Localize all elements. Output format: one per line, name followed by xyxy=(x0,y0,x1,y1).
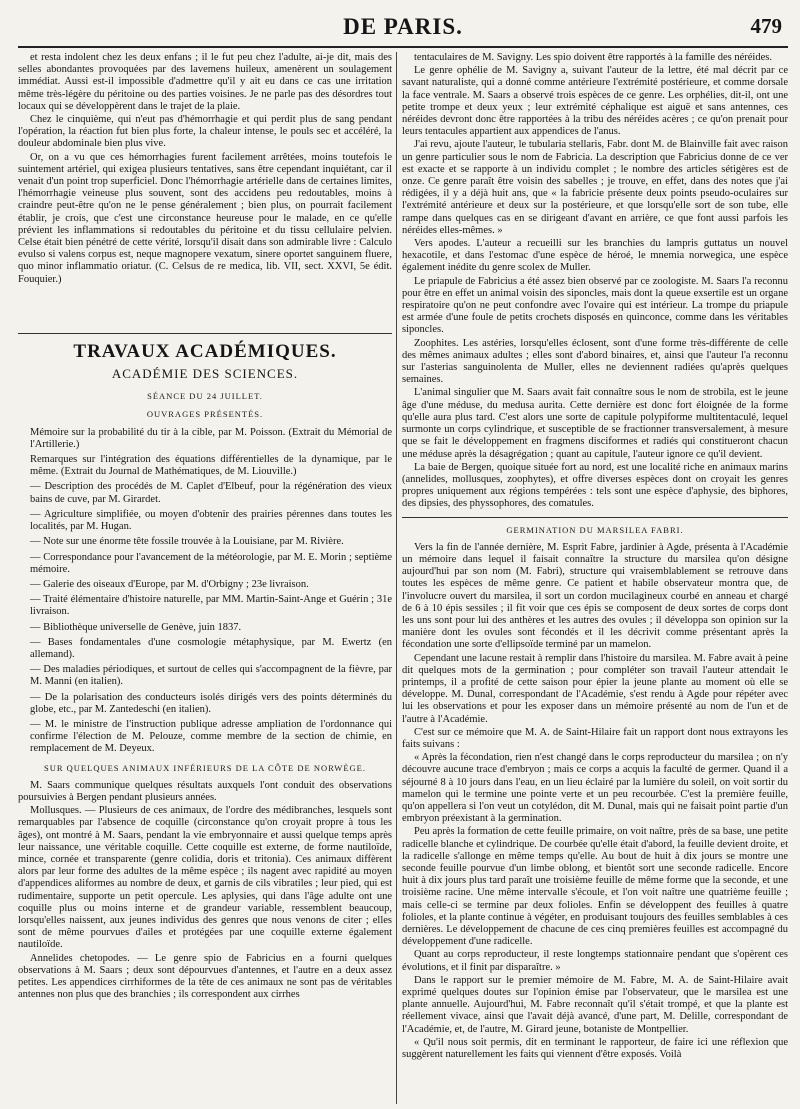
article-paragraph: J'ai revu, ajoute l'auteur, le tubularia stellaris, Fabr. dont M. de Blainville fait avec raison un genre particulier sous le nom de Fabricia. La description que Fabricius donne de ce ver est exacte et se rapporte à un individu complet ; le nombre des articles sétigères est de onze. Ce genre paraît être voisin des sabelles ; je trouve, en effet, dans des notes que j'ai rédigées, il y a déjà huit ans, que « la fabricie présente deux points pseudo-oculaires sur l'extrémité antérieure et deux sur la postérieure, et que lorsqu'elle sort de son tube, elle rampe dans quelques cas en se dirigeant d'avant en arrière, ce que font aussi parfois les néréides elles-mêmes. » xyxy=(402,139,788,236)
article-paragraph: La baie de Bergen, quoique située fort au nord, est une localité riche en animaux marins (annelides, mollusques, zoophytes), et offre diverses espèces dont on croyait les genres propres uniquement aux régions tempérées : tels sont une espèce d'aphysie, des biphores, des dipsies, des physsophores, des comatules. xyxy=(402,461,788,510)
academy-title: ACADÉMIE DES SCIENCES. xyxy=(111,366,299,382)
list-item: — De la polarisation des conducteurs isolés dirigés vers des points déterminés du globe, etc., par M. Zantedeschi (en italien). xyxy=(30,691,392,715)
article-paragraph: tentaculaires de M. Savigny. Les spio doivent être rapportés à la famille des néréides. xyxy=(414,52,772,63)
list-item: — Des maladies périodiques, et surtout de celles qui s'accompagnent de la fièvre, par M. Manni (en italien). xyxy=(30,664,392,688)
article-paragraph: M. Saars communique quelques résultats auxquels l'ont conduit des observations poursuivies à Bergen pendant plusieurs années. xyxy=(18,779,392,803)
running-title: DE PARIS. xyxy=(343,14,463,39)
session-date: SÉANCE DU 24 JUILLET. xyxy=(147,391,263,402)
article-paragraph: Le genre ophélie de M. Savigny a, suivant l'auteur de la lettre, été mal décrit par ce savant naturaliste, qui a donné comme antérieure l'extrémité postérieure, et comme dorsale la face ventrale. M. Saars a observé trois espèces de ce genre. Les orphélies, dit-il, ont une petite trompe et deux yeux ; leur extrémité céphalique est aiguë et sans antennes, ces néréides devront donc être rapportées à la tribu des néréides acères ; ce qu'on prenait pour leurs tentacules appartient aux appendices de l'anus. xyxy=(402,65,788,138)
article-paragraph: Annelides chetopodes. — Le genre spio de Fabricius en a fourni quelques observations à M. Saars ; deux sont dépourvues d'antennes, et l'autre en a deux assez petites. Les appendices cirrhiformes de la tête de ces animaux ne sont pas de véritables antennes non plus que des branchies ; ils correspondent aux cirrhes xyxy=(18,952,392,1001)
article-paragraph: Vers la fin de l'année dernière, M. Esprit Fabre, jardinier à Agde, présenta à l'Académie un mémoire dans lequel il faisait connaître la structure du marsilea qu'on désigne aujourd'hui par son nom (M. Fabri), structure qui vraisemblablement se retrouve dans toutes les espèces de même genre. Ce patient et habile observateur montra que, de l'involucre ouvert du marsilea, il sort un cordon mucilagineux courbé en anneau et chargé de 6 à 10 épis sessiles ; il fit voir que ces épis se composent de deux sortes de corps dont les uns sont pour lui des anthères et les autres des ovules ; il développa son opinion sur la manière dont les ovules sont fécondés et il les décrivit comme présentant après la fécondation une sorte d'ellipsoïde terminé par un mamelon. xyxy=(402,541,788,651)
article-paragraph: Le priapule de Fabricius a été assez bien observé par ce zoologiste. M. Saars l'a reconnu pour être en effet un animal voisin des siponcles, mais dont la queue exsertile est un organe respiratoire qu'on ne peut confondre avec l'ovaire qui est intérieur. La trompe du priapule est armée d'une foule de petits crochets disposés en quinconce, comme dans les véritables siponcles. xyxy=(402,275,788,336)
list-item: — Description des procédés de M. Caplet d'Elbeuf, pour la régénération des vieux bains de cuve, par M. Girardet. xyxy=(30,481,392,505)
list-item: — Bibliothèque universelle de Genève, juin 1837. xyxy=(30,621,242,633)
article-paragraph: Vers apodes. L'auteur a recueilli sur les branchies du lampris guttatus un nouvel hexacotile, et dans l'estomac d'une espèce de héroé, le mnemia norwegica, une espèce également inédite du genre scolex de Muller. xyxy=(402,238,788,274)
page-header xyxy=(18,12,788,46)
left-column xyxy=(18,52,392,1104)
article-paragraph: « Après la fécondation, rien n'est changé dans le corps reproducteur du marsilea ; on n'y découvre aucune trace d'embryon ; mais ce corps a acquis la faculté de germer. Quand il a séjourné 8 à 10 jours dans l'eau, en un lieu éclairé par la lumière du soleil, on voit sortir du mamelon qui le termine une pointe verte et un peu recourbée. C'est la première feuille, qu'on appellera si l'on veut un cotylédon, dit M. Dunal, mais qui ne faisait point partie d'un embryon préexistant à la germination. xyxy=(402,752,788,825)
section-rule xyxy=(402,517,788,518)
article-paragraph: Or, on a vu que ces hémorrhagies furent facilement arrêtées, moins toutefois le suintement artériel, qui exigea plusieurs tentatives, sans être cependant inquiétant, car il venait d'un point trop superficiel. Donc l'hémorrhagie artérielle dans de certaines limites, l'hémorrhagie veineuse plus souvent, sont des accidens peu redoutables, moins à craindre peut-être qu'on ne le pense généralement ; bien plus, on pourrait facilement établir, je crois, que c'est une circonstance heureuse pour le malade, en ce qu'elle prévient les inflammations si redoutables du péritoine et du tissu cellulaire pelvien. Celse était bien pénétré de cette vérité, lorsqu'il disait dans son admirable livre : Calculo evulso si valens corpus est, neque magnopere vexatum, sinere oportet sanguinem fluere, quo minor inflammatio oriatur. (C. Celsus de re medica, lib. VII, sect. XXVI, 5e édit. Fouquier.) xyxy=(18,151,392,285)
article-paragraph: Chez le cinquième, qui n'eut pas d'hémorrhagie et qui perdit plus de sang pendant l'opération, la réaction fut bien plus forte, la chaleur intense, le pouls sec et accéléré, la douleur abdominale bien plus vive. xyxy=(18,114,392,150)
works-list xyxy=(18,427,392,756)
article-paragraph: Zoophites. Les astéries, lorsqu'elles éclosent, sont d'une forme très-différente de celle des mêmes animaux adultes ; elles sont d'abord binaires, et, ainsi que l'auteur l'a reconnu sur l'asterias sanguinolenta de Muller, elles ne deviennent radiées qu'après quelques semaines. xyxy=(402,337,788,386)
article-paragraph: « Qu'il nous soit permis, dit en terminant le rapporteur, de faire ici une réflexion que suggèrent naturellement les faits qui viennent d'être exposés. Voilà xyxy=(402,1036,788,1061)
right-column xyxy=(402,52,788,1104)
section-spacer xyxy=(18,287,392,327)
norway-heading: SUR QUELQUES ANIMAUX INFÉRIEURS DE LA CÔTE DE NORWÈGE. xyxy=(44,762,366,773)
article-paragraph: Mollusques. — Plusieurs de ces animaux, de l'ordre des médibranches, lesquels sont remarquables par l'absence de coquille (circonstance qu'on croyait propre à tous les âges), ont montré à M. Saars, pendant la vie embryonnaire et aussi quelque temps après leur naissance, une véritable coquille. Cette coquille est externe, de forme nautiloïde, mince, cornée et transparente (genre colidia, doris et tritonia). Ces animaux diffèrent alors par leur forme des adultes de la même espèce ; ils nagent avec rapidité au moyen d'appendices aliformes au nombre de deux, et garnis de cils vibratiles ; leur pied, qui est rudimentaire, supporte un petit opercule. Les aplysies, qui dans l'âge adulte ont une coquille plus ou moins interne et de grandeur variable, ressemblent beaucoup, lorsqu'elles naissent, aux jeunes individus des genres que nous venons de citer ; elles sont de même pourvues d'ailes et protégées par une coquille externe également nautiloïde. xyxy=(18,805,392,951)
list-item: — Note sur une énorme tête fossile trouvée à la Louisiane, par M. Rivière. xyxy=(30,536,344,548)
article-paragraph: et resta indolent chez les deux enfans ; il le fut peu chez l'adulte, ai-je dit, mais des selles abondantes provoquées par des lavemens huileux, amenèrent un soulagement immédiat. Aussi est-il impossible d'admettre qu'il y ait eu dans ce cas une irritation même très-légère du péritoine ou des parties voisines. Je ne parle pas des désordres tout locaux qui se développèrent dans le trajet de la plaie. xyxy=(18,52,392,112)
section-rule xyxy=(18,333,392,334)
works-heading: OUVRAGES PRÉSENTÉS. xyxy=(146,409,264,420)
article-paragraph: Peu après la formation de cette feuille primaire, on voit naître, près de sa base, une petite radicelle blanche et cylindrique. De courbée qu'elle était d'abord, la feuille devient droite, et la radicelle s'allonge en même temps qu'elle. Au bout de huit à dix jours se montre une seconde feuille pourvue d'un limbe oblong, et bientôt sort une seconde radicelle. Encore huit à dix jours plus tard paraît une troisième feuille de même forme que la seconde, et une troisième racine. Une même intervalle s'écoule, et l'on voit naître une quatrième feuille ; mais celle-ci se termine par deux folioles. Enfin se développent des feuilles à quatre folioles, et la plante continue à végéter, en produisant toujours des feuilles semblables à ces dernières. Le développement de chacune de ces cinq premières feuilles est accompagné du développement d'une radicelle. xyxy=(402,826,788,948)
list-item: — Bases fondamentales d'une cosmologie métaphysique, par M. Ewertz (en allemand). xyxy=(30,636,392,660)
article-paragraph: Cependant une lacune restait à remplir dans l'histoire du marsilea. M. Fabre avait à peine dit quelques mots de la germination ; pour compléter son travail l'auteur attendait le printemps, il a profité de cette saison pour épier la jeune plante au moment où elle se développe. M. Dunal, correspondant de l'Académie, s'est rendu à Agde pour répéter avec lui les observations et pour les exposer dans un mémoire présenté au nom de l'un et de l'autre à l'Académie. xyxy=(402,652,788,725)
header-rule xyxy=(18,46,788,48)
article-paragraph: Quant au corps reproducteur, il reste longtemps stationnaire pendant que s'opèrent ces évolutions, et il finit par disparaître. » xyxy=(402,949,788,973)
column-separator xyxy=(396,52,397,1104)
list-item: — Agriculture simplifiée, ou moyen d'obtenir des prairies pérennes dans toutes les localités, par M. Hugan. xyxy=(30,508,392,533)
list-item: Remarques sur l'intégration des équations différentielles de la dynamique, par le même. (Extrait du Journal de Mathématiques, de M. Liouville.) xyxy=(30,454,392,478)
article-paragraph: C'est sur ce mémoire que M. A. de Saint-Hilaire fait un rapport dont nous extrayons les faits suivans : xyxy=(402,726,788,750)
list-item: — M. le ministre de l'instruction publique adresse ampliation de l'ordonnance qui confirme l'élection de M. Pelouze, comme membre de la section de chimie, en remplacement de M. Deyeux. xyxy=(30,718,392,755)
article-paragraph: L'animal singulier que M. Saars avait fait connaître sous le nom de strobila, est le jeune âge d'une méduse, du medusa aurita. Cette dernière est donc fort éloignée de la forme qu'elle aura plus tard. C'est alors une sorte de capitule polypiforme multitentaculé, lequel surmonte un corps cylindrique, et susceptible de se fractionner transversalement, à mesure que se fait le développement en fragmens disciformes et radiés qui constitueront chacun une méduse après la désagrégation ; quant au capitule, l'auteur ignore ce qu'il devient. xyxy=(402,387,788,460)
list-item: — Correspondance pour l'avancement de la météorologie, par M. E. Morin ; septième mémoire. xyxy=(30,551,392,575)
article-paragraph: Dans le rapport sur le premier mémoire de M. Fabre, M. A. de Saint-Hilaire avait exprimé quelques doutes sur l'opinion émise par l'observateur, que le marsilea est une plante annuelle. Aujourd'hui, M. Fabre reconnaît qu'il s'était trompé, et que la plante est réellement vivace, ainsi que l'avait déjà avancé, d'une part, M. Delille, correspondant de l'Académie, et, de l'autre, M. Girard jeune, botaniste de Montpellier. xyxy=(402,974,788,1035)
list-item: Mémoire sur la probabilité du tir à la cible, par M. Poisson. (Extrait du Mémorial de l'Artillerie.) xyxy=(30,426,392,450)
section-title: TRAVAUX ACADÉMIQUES. xyxy=(73,340,337,362)
list-item: — Galerie des oiseaux d'Europe, par M. d'Orbigny ; 23e livraison. xyxy=(30,578,309,590)
list-item: — Traité élémentaire d'histoire naturelle, par MM. Martin-Saint-Ange et Guérin ; 31e livraison. xyxy=(30,594,392,618)
marsilea-heading: GERMINATION DU MARSILEA FABRI. xyxy=(506,524,684,535)
page-number: 479 xyxy=(750,14,782,38)
